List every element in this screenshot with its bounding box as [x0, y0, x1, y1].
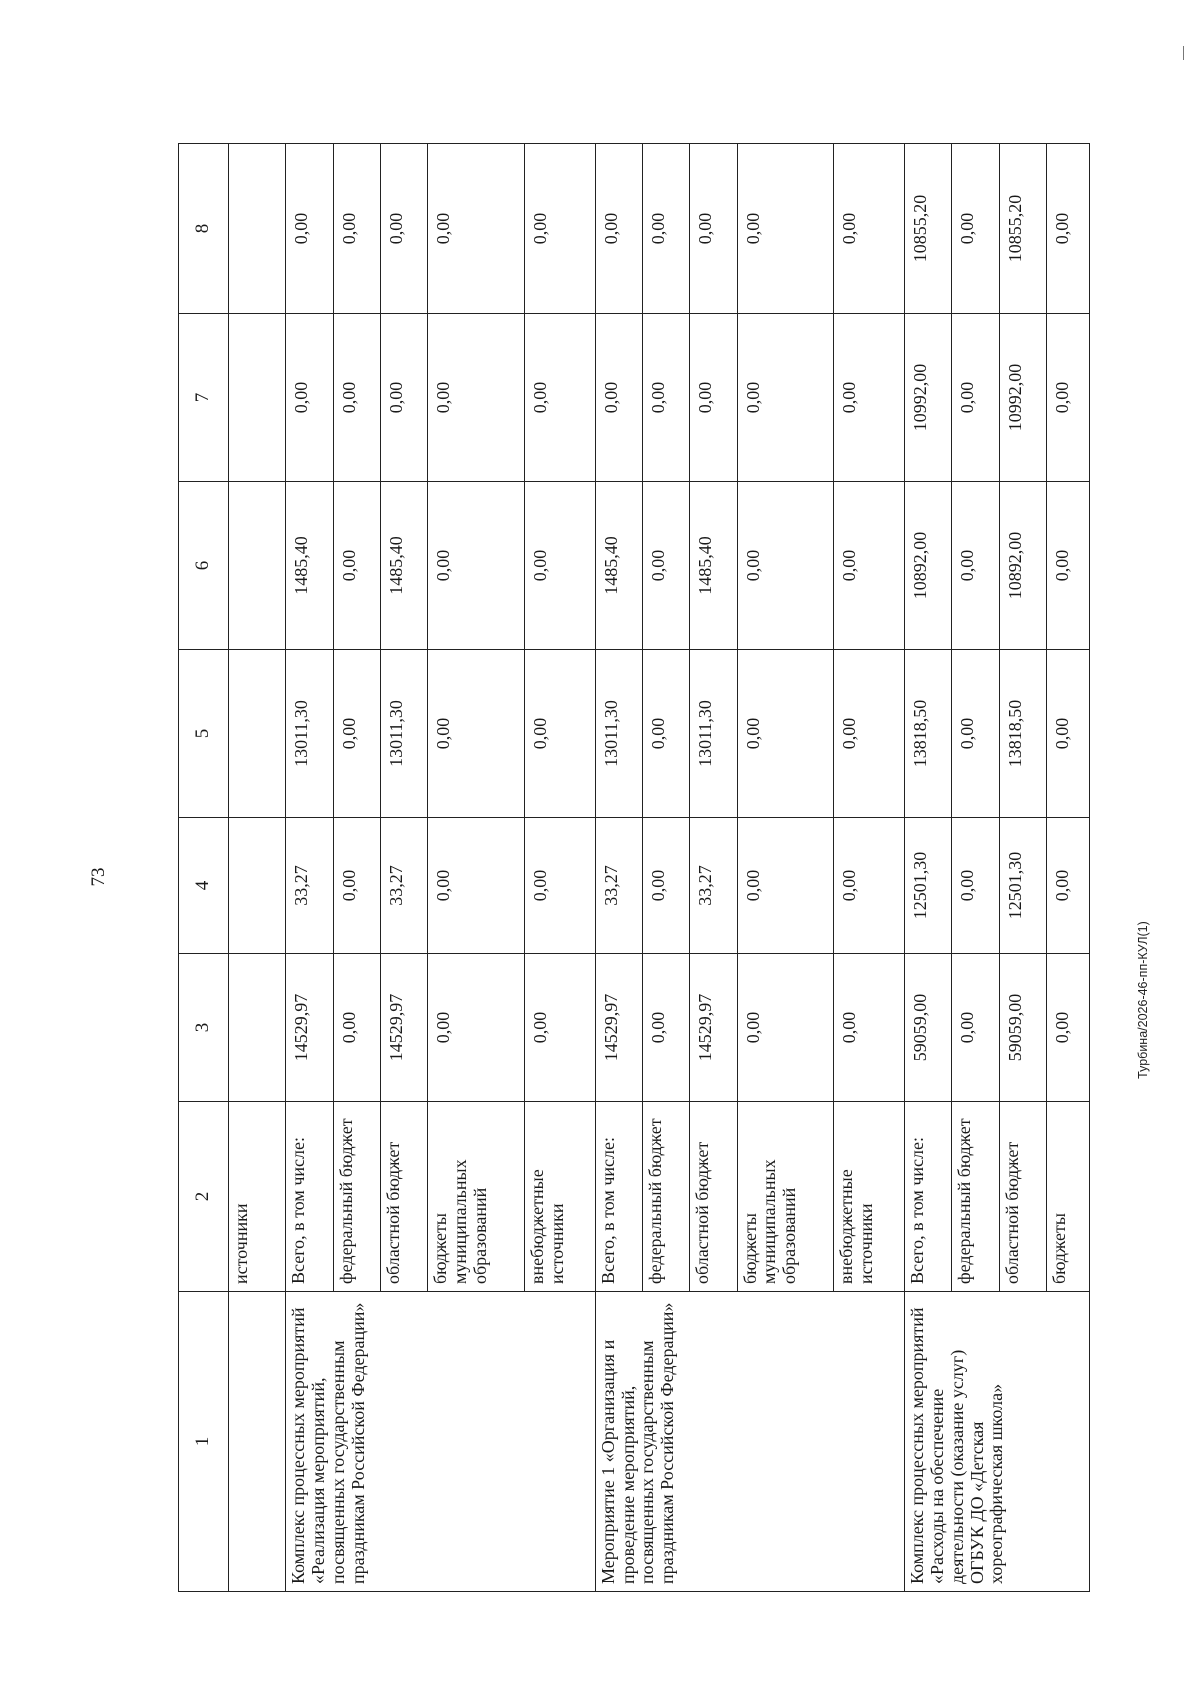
amount-cell: 0,00	[428, 482, 525, 650]
column-number-1: 1	[179, 1292, 229, 1592]
amount-cell: 0,00	[333, 818, 380, 954]
amount-cell: 0,00	[737, 954, 834, 1102]
amount-cell: 10992,00	[905, 314, 952, 482]
column-number-5: 5	[179, 650, 229, 818]
table-row	[595, 144, 642, 1592]
amount-cell: 33,27	[286, 818, 333, 954]
amount-cell: 0,00	[333, 482, 380, 650]
amount-cell: 0,00	[1046, 650, 1089, 818]
amount-cell: 0,00	[737, 818, 834, 954]
funding-source-cell: бюджеты	[1046, 1102, 1089, 1292]
amount-cell: 0,00	[1046, 818, 1089, 954]
amount-cell: 0,00	[643, 144, 690, 314]
amount-cell: 13011,30	[286, 650, 333, 818]
amount-cell: 33,27	[690, 818, 737, 954]
scan-edge-mark	[1183, 46, 1184, 60]
amount-cell: 0,00	[1046, 954, 1089, 1102]
document-footer-code: Турбина/2026-46-пп-КУЛ(1)	[1136, 921, 1150, 1079]
amount-cell: 0,00	[524, 482, 595, 650]
amount-cell: 0,00	[952, 314, 999, 482]
table-row	[905, 144, 952, 1592]
funding-source-cell: бюджеты муниципальных образований	[428, 1102, 525, 1292]
column-number-8: 8	[179, 144, 229, 314]
amount-cell: 0,00	[524, 144, 595, 314]
amount-cell: 0,00	[834, 482, 905, 650]
rotated-page-content	[178, 144, 1090, 1592]
amount-cell: 0,00	[428, 144, 525, 314]
column-number-7: 7	[179, 314, 229, 482]
amount-cell: 13011,30	[380, 650, 427, 818]
amount-cell: 0,00	[643, 314, 690, 482]
amount-cell: 0,00	[428, 954, 525, 1102]
amount-cell: 0,00	[952, 144, 999, 314]
amount-cell: 33,27	[595, 818, 642, 954]
funding-source-cell: областной бюджет	[380, 1102, 427, 1292]
amount-cell: 10855,20	[905, 144, 952, 314]
amount-cell: 0,00	[737, 144, 834, 314]
measure-title-cell: Комплекс процессных мероприятий «Расходы на обеспечение деятельности (оказание услуг) ОГБУК ДО «Детская хореографическая школа»	[905, 1292, 1090, 1592]
amount-cell: 0,00	[737, 482, 834, 650]
column-number-6: 6	[179, 482, 229, 650]
amount-cell: 1485,40	[380, 482, 427, 650]
funding-source-cell: Всего, в том числе:	[595, 1102, 642, 1292]
amount-cell: 33,27	[380, 818, 427, 954]
budget-table-body	[179, 144, 1090, 1592]
continuation-col1	[229, 1292, 286, 1592]
funding-source-cell: бюджеты муниципальных образований	[737, 1102, 834, 1292]
amount-cell: 0,00	[1046, 144, 1089, 314]
continuation-col8	[229, 144, 286, 314]
amount-cell: 59059,00	[905, 954, 952, 1102]
amount-cell: 0,00	[737, 314, 834, 482]
amount-cell: 0,00	[595, 314, 642, 482]
amount-cell: 0,00	[1046, 314, 1089, 482]
column-numbers-row	[179, 144, 229, 1592]
amount-cell: 1485,40	[286, 482, 333, 650]
funding-source-cell: внебюджетные источники	[524, 1102, 595, 1292]
amount-cell: 0,00	[524, 314, 595, 482]
column-number-3: 3	[179, 954, 229, 1102]
continuation-col4	[229, 818, 286, 954]
amount-cell: 13818,50	[905, 650, 952, 818]
amount-cell: 0,00	[428, 314, 525, 482]
continuation-col3	[229, 954, 286, 1102]
continuation-col6	[229, 482, 286, 650]
amount-cell: 12501,30	[999, 818, 1046, 954]
funding-source-cell: внебюджетные источники	[834, 1102, 905, 1292]
continuation-col5	[229, 650, 286, 818]
column-number-4: 4	[179, 818, 229, 954]
amount-cell: 10855,20	[999, 144, 1046, 314]
amount-cell: 0,00	[952, 482, 999, 650]
continuation-source-cell: источники	[229, 1102, 286, 1292]
amount-cell: 0,00	[643, 482, 690, 650]
amount-cell: 1485,40	[595, 482, 642, 650]
amount-cell: 0,00	[524, 954, 595, 1102]
amount-cell: 0,00	[690, 144, 737, 314]
amount-cell: 14529,97	[380, 954, 427, 1102]
amount-cell: 10892,00	[905, 482, 952, 650]
funding-source-cell: федеральный бюджет	[643, 1102, 690, 1292]
funding-source-cell: Всего, в том числе:	[905, 1102, 952, 1292]
amount-cell: 0,00	[834, 818, 905, 954]
amount-cell: 10892,00	[999, 482, 1046, 650]
amount-cell: 0,00	[952, 954, 999, 1102]
table-row	[286, 144, 333, 1592]
amount-cell: 0,00	[737, 650, 834, 818]
measure-title-cell: Комплекс процессных мероприятий «Реализация мероприятий, посвященных государственным праздникам Российской Федерации»	[286, 1292, 595, 1592]
amount-cell: 0,00	[286, 314, 333, 482]
amount-cell: 0,00	[952, 818, 999, 954]
amount-cell: 13818,50	[999, 650, 1046, 818]
amount-cell: 0,00	[380, 314, 427, 482]
amount-cell: 0,00	[834, 314, 905, 482]
funding-source-cell: федеральный бюджет	[952, 1102, 999, 1292]
amount-cell: 59059,00	[999, 954, 1046, 1102]
measure-title-cell: Мероприятие 1 «Организация и проведение мероприятий, посвященных государственным праздникам Российской Федерации»	[595, 1292, 904, 1592]
amount-cell: 0,00	[380, 144, 427, 314]
amount-cell: 14529,97	[286, 954, 333, 1102]
funding-source-cell: областной бюджет	[690, 1102, 737, 1292]
column-number-2: 2	[179, 1102, 229, 1292]
amount-cell: 0,00	[595, 144, 642, 314]
amount-cell: 0,00	[428, 650, 525, 818]
funding-source-cell: Всего, в том числе:	[286, 1102, 333, 1292]
amount-cell: 0,00	[643, 650, 690, 818]
amount-cell: 0,00	[428, 818, 525, 954]
page-number: 73	[88, 867, 109, 887]
amount-cell: 14529,97	[595, 954, 642, 1102]
amount-cell: 0,00	[286, 144, 333, 314]
amount-cell: 10992,00	[999, 314, 1046, 482]
budget-table	[178, 143, 1090, 1592]
amount-cell: 0,00	[834, 650, 905, 818]
amount-cell: 0,00	[834, 954, 905, 1102]
amount-cell: 1485,40	[690, 482, 737, 650]
amount-cell: 0,00	[834, 144, 905, 314]
amount-cell: 0,00	[333, 314, 380, 482]
continuation-row	[229, 144, 286, 1592]
amount-cell: 13011,30	[595, 650, 642, 818]
amount-cell: 12501,30	[905, 818, 952, 954]
funding-source-cell: областной бюджет	[999, 1102, 1046, 1292]
amount-cell: 0,00	[643, 954, 690, 1102]
amount-cell: 0,00	[690, 314, 737, 482]
amount-cell: 13011,30	[690, 650, 737, 818]
amount-cell: 0,00	[333, 954, 380, 1102]
amount-cell: 14529,97	[690, 954, 737, 1102]
amount-cell: 0,00	[333, 650, 380, 818]
amount-cell: 0,00	[333, 144, 380, 314]
funding-source-cell: федеральный бюджет	[333, 1102, 380, 1292]
amount-cell: 0,00	[1046, 482, 1089, 650]
amount-cell: 0,00	[643, 818, 690, 954]
continuation-col7	[229, 314, 286, 482]
amount-cell: 0,00	[952, 650, 999, 818]
amount-cell: 0,00	[524, 650, 595, 818]
amount-cell: 0,00	[524, 818, 595, 954]
